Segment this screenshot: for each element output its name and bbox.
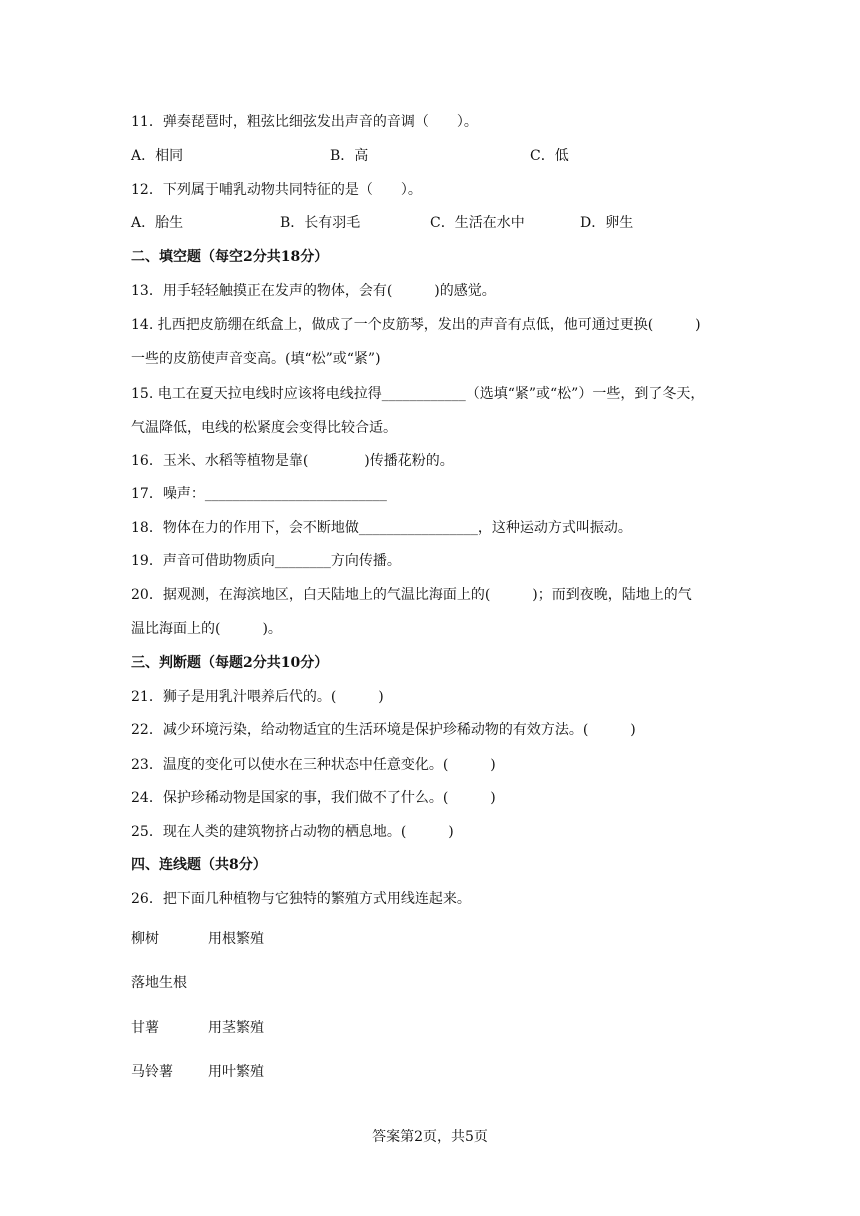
question-11: 11．弹奏琵琶时，粗弦比细弦发出声音的音调（ ）。 [131,114,478,130]
question-20-line-2: 温比海面上的( )。 [131,621,282,637]
q12-option-c: C．生活在水中 [430,215,525,231]
question-17: 17．噪声：__________________________ [131,486,387,502]
question-15-line-2: 气温降低，电线的松紧度会变得比较合适。 [131,420,397,436]
question-15-line-1: 15. 电工在夏天拉电线时应该将电线拉得____________（选填“紧”或“松”）一些，到了冬天， [131,386,705,402]
q11-option-c: C．低 [530,148,569,164]
question-26: 26．把下面几种植物与它独特的繁殖方式用线连起来。 [131,891,471,907]
question-22: 22．减少环境污染，给动物适宜的生活环境是保护珍稀动物的有效方法。( ) [131,722,636,738]
method-stem: 用茎繁殖 [208,1020,264,1036]
q12-option-a: A．胎生 [131,215,184,231]
question-21: 21．狮子是用乳汁喂养后代的。( ) [131,689,384,705]
q11-option-a: A．相同 [131,148,184,164]
question-14-line-1: 14. 扎西把皮筋绷在纸盒上，做成了一个皮筋琴，发出的声音有点低，他可通过更换( ) [131,317,701,333]
question-16: 16．玉米、水稻等植物是靠( )传播花粉的。 [131,453,454,469]
question-19: 19．声音可借助物质向________方向传播。 [131,553,401,569]
question-23: 23．温度的变化可以使水在三种状态中任意变化。( ) [131,757,496,773]
question-20-line-1: 20．据观测，在海滨地区，白天陆地上的气温比海面上的( )；而到夜晚，陆地上的气 [131,587,692,603]
section-2-heading: 二、填空题（每空2分共18分） [131,249,329,265]
q12-option-d: D．卵生 [580,215,634,231]
question-25: 25．现在人类的建筑物挤占动物的栖息地。( ) [131,824,454,840]
question-14-line-2: 一些的皮筋使声音变高。(填“松”或“紧”) [131,351,381,367]
question-18: 18．物体在力的作用下，会不断地做_________________，这种运动方式叫振动。 [131,520,632,536]
section-3-heading: 三、判断题（每题2分共10分） [131,655,329,671]
plant-kalanchoe: 落地生根 [131,975,187,991]
section-4-heading: 四、连线题（共8分） [131,857,267,873]
question-13: 13．用手轻轻触摸正在发声的物体，会有( )的感觉。 [131,283,496,299]
q12-option-b: B．长有羽毛 [280,215,361,231]
question-24: 24．保护珍稀动物是国家的事，我们做不了什么。( ) [131,790,496,806]
plant-sweet-potato: 甘薯 [131,1020,159,1036]
plant-willow: 柳树 [131,931,159,947]
page-footer: 答案第2页，共5页 [372,1129,488,1145]
q11-option-b: B．高 [330,148,369,164]
method-leaf: 用叶繁殖 [208,1064,264,1080]
question-12: 12．下列属于哺乳动物共同特征的是（ ）。 [131,182,422,198]
plant-potato: 马铃薯 [131,1064,173,1080]
method-root: 用根繁殖 [208,931,264,947]
